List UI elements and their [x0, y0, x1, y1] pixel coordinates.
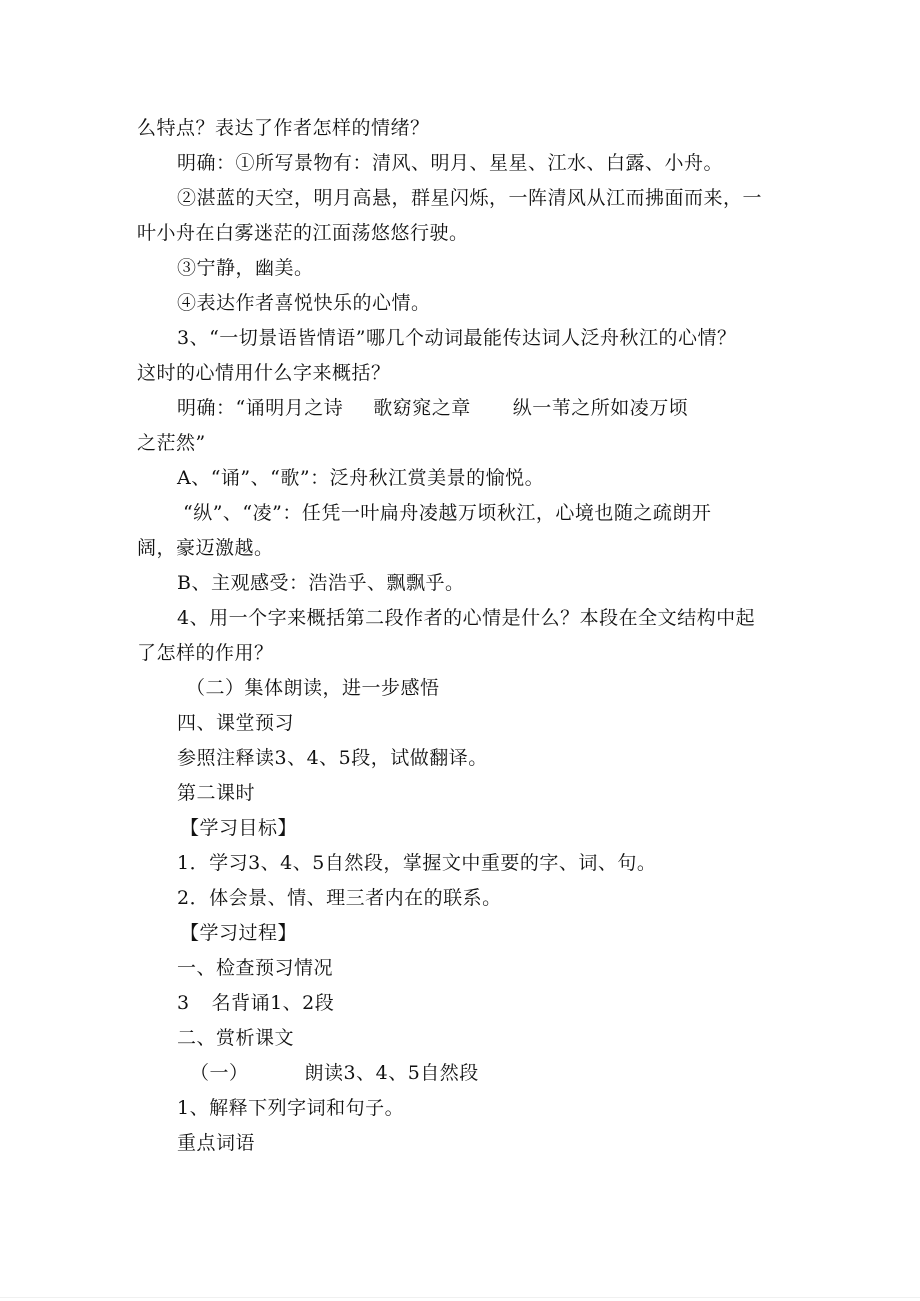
text-line: 阔，豪迈激越。: [137, 537, 274, 559]
text-line: 之茫然”: [137, 432, 206, 454]
text-line: （二）集体朗读，进一步感悟: [186, 677, 440, 699]
text-line: 明确：①所写景物有：清风、明月、星星、江水、白露、小舟。: [177, 152, 724, 174]
section-heading: 第二课时: [177, 782, 256, 804]
mingque-part: 明确：“诵明月之诗: [177, 397, 344, 419]
text-line: 叶小舟在白雾迷茫的江面荡悠悠行驶。: [137, 222, 469, 244]
text-line: A、“诵”、“歌”：泛舟秋江赏美景的愉悦。: [177, 467, 545, 489]
text-line: 4、用一个字来概括第二段作者的心情是什么？本段在全文结构中起: [177, 607, 756, 629]
recite-part: 名背诵1、2段: [211, 992, 335, 1014]
text-line: “纵”、“凌”：任凭一叶扁舟凌越万顷秋江，心境也随之疏朗开: [183, 502, 712, 524]
text-line: ④表达作者喜悦快乐的心情。: [177, 292, 431, 314]
text-line-mingque: [177, 396, 688, 420]
text-line: 这时的心情用什么字来概括？: [137, 362, 391, 384]
mingque-part: 纵一苇之所如凌万顷: [512, 397, 689, 419]
text-line: ②湛蓝的天空，明月高悬，群星闪烁，一阵清风从江而拂面而来，一: [177, 187, 763, 209]
text-line: 重点词语: [177, 1132, 256, 1154]
section-heading: 一、检查预习情况: [177, 957, 334, 979]
text-line: 3、“一切景语皆情语”哪几个动词最能传达词人泛舟秋江的心情？: [177, 327, 737, 349]
page-bottom-divider: [0, 1297, 920, 1298]
text-line: 1、解释下列字词和句子。: [177, 1097, 405, 1119]
text-line: 了怎样的作用？: [137, 642, 274, 664]
text-line-recite: [177, 991, 334, 1015]
text-line: 1．学习3、4、5自然段，掌握文中重要的字、词、句。: [177, 852, 657, 874]
text-line: 么特点？表达了作者怎样的情绪？: [137, 117, 430, 139]
section-heading: 【学习过程】: [180, 922, 298, 944]
text-line: 参照注释读3、4、5段，试做翻译。: [177, 747, 488, 769]
read-part: 朗读3、4、5自然段: [304, 1062, 479, 1084]
mingque-part: 歌窈窕之章: [373, 397, 471, 419]
section-heading: 四、课堂预习: [177, 712, 295, 734]
text-line: B、主观感受：浩浩乎、飘飘乎。: [177, 572, 465, 594]
text-line: ③宁静，幽美。: [177, 257, 314, 279]
section-heading: 二、赏析课文: [177, 1027, 295, 1049]
recite-part: 3: [177, 992, 190, 1014]
text-line: 2．体会景、情、理三者内在的联系。: [177, 887, 502, 909]
read-part: （一）: [190, 1062, 249, 1084]
text-line-read: [190, 1061, 479, 1085]
section-heading: 【学习目标】: [180, 817, 298, 839]
